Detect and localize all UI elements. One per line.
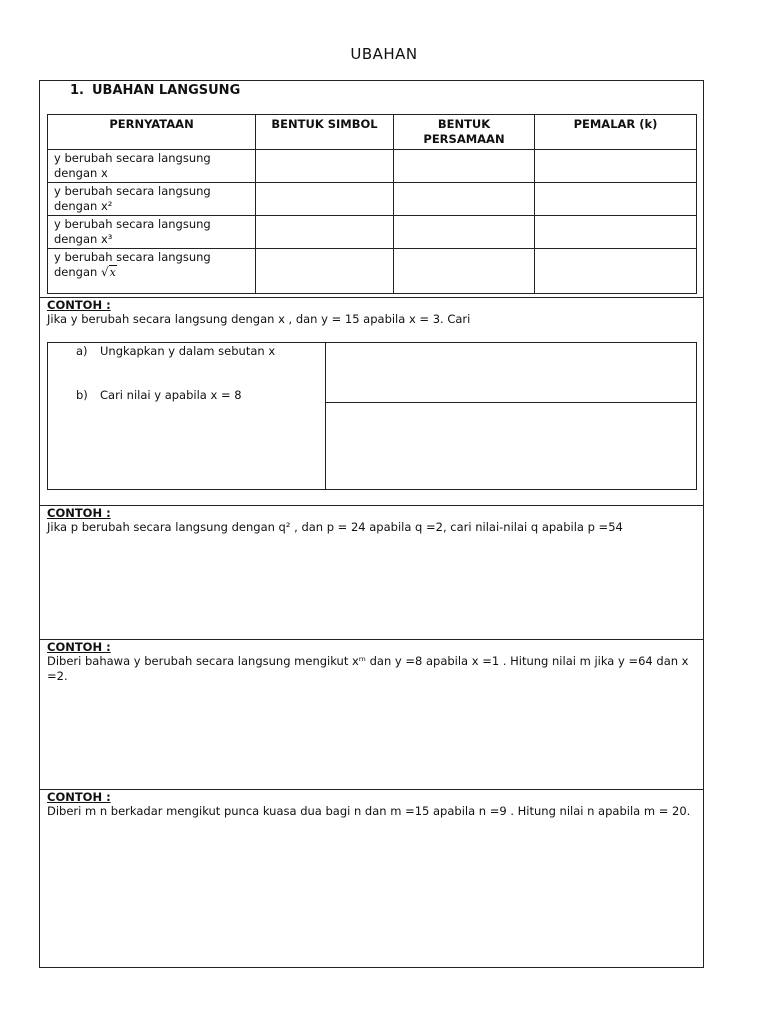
example-question: Diberi bahawa y berubah secara langsung mengikut xᵐ dan y =8 apabila x =1 . Hitung nilai m jika y =64 dan x =2. [47,654,689,683]
worksheet-frame [39,80,704,968]
answer-cell[interactable] [394,183,535,216]
table-row [48,150,697,183]
statement-cell: y berubah secara langsung dengan x [48,150,256,183]
sub-question-label: a) [76,344,88,358]
example-question: Diberi m n berkadar mengikut punca kuasa dua bagi n dan m =15 apabila n =9 . Hitung nilai n apabila m = 20. [47,804,691,818]
section-heading [70,83,240,98]
header-bentuk-persamaan: BENTUK PERSAMAAN [394,115,535,150]
answer-cell[interactable] [535,249,697,294]
example-1 [40,297,703,506]
statement-text: y berubah secara langsung dengan [54,250,211,279]
example-3 [40,639,703,790]
section-title: UBAHAN LANGSUNG [92,83,241,98]
answer-cell[interactable] [256,183,394,216]
statement-cell: y berubah secara langsung dengan x² [48,183,256,216]
answer-cell[interactable] [256,216,394,249]
table-row [48,183,697,216]
contoh-label: CONTOH : [47,640,111,654]
statement-cell [48,249,256,294]
sub-question-text: Ungkapkan y dalam sebutan x [100,344,276,358]
example-2 [40,505,703,640]
table-header-row [48,115,697,150]
answer-cell[interactable] [394,150,535,183]
answer-cell[interactable] [394,216,535,249]
section-number: 1. [70,83,84,98]
table-row [48,249,697,294]
example-4 [40,789,703,968]
square-root-symbol: √x [100,265,116,279]
answer-cell[interactable] [394,249,535,294]
contoh-label: CONTOH : [47,298,111,312]
header-bentuk-simbol: BENTUK SIMBOL [256,115,394,150]
statement-cell: y berubah secara langsung dengan x³ [48,216,256,249]
sub-question-text: Cari nilai y apabila x = 8 [100,388,242,402]
contoh-label: CONTOH : [47,790,111,804]
example-question: Jika y berubah secara langsung dengan x , dan y = 15 apabila x = 3. Cari [47,312,471,326]
sqrt-variable: x [109,266,116,279]
header-pernyataan: PERNYATAAN [48,115,256,150]
answer-cell[interactable] [535,183,697,216]
answer-cell[interactable] [535,216,697,249]
example-question: Jika p berubah secara langsung dengan q² , dan p = 24 apabila q =2, cari nilai-nilai q apabila p =54 [47,520,623,534]
sub-question-a [76,344,275,358]
sub-question-label: b) [76,388,88,402]
table-row [48,216,697,249]
sub-questions [48,343,326,489]
answer-cell[interactable] [535,150,697,183]
answer-divider [326,402,696,403]
variation-table [47,114,697,294]
contoh-label: CONTOH : [47,506,111,520]
section-ubahan-langsung [40,81,703,297]
sub-question-b [76,388,242,402]
working-box [47,342,697,490]
answer-cell[interactable] [256,150,394,183]
page-title: UBAHAN [350,45,418,63]
answer-cell[interactable] [256,249,394,294]
header-pemalar: PEMALAR (k) [535,115,697,150]
